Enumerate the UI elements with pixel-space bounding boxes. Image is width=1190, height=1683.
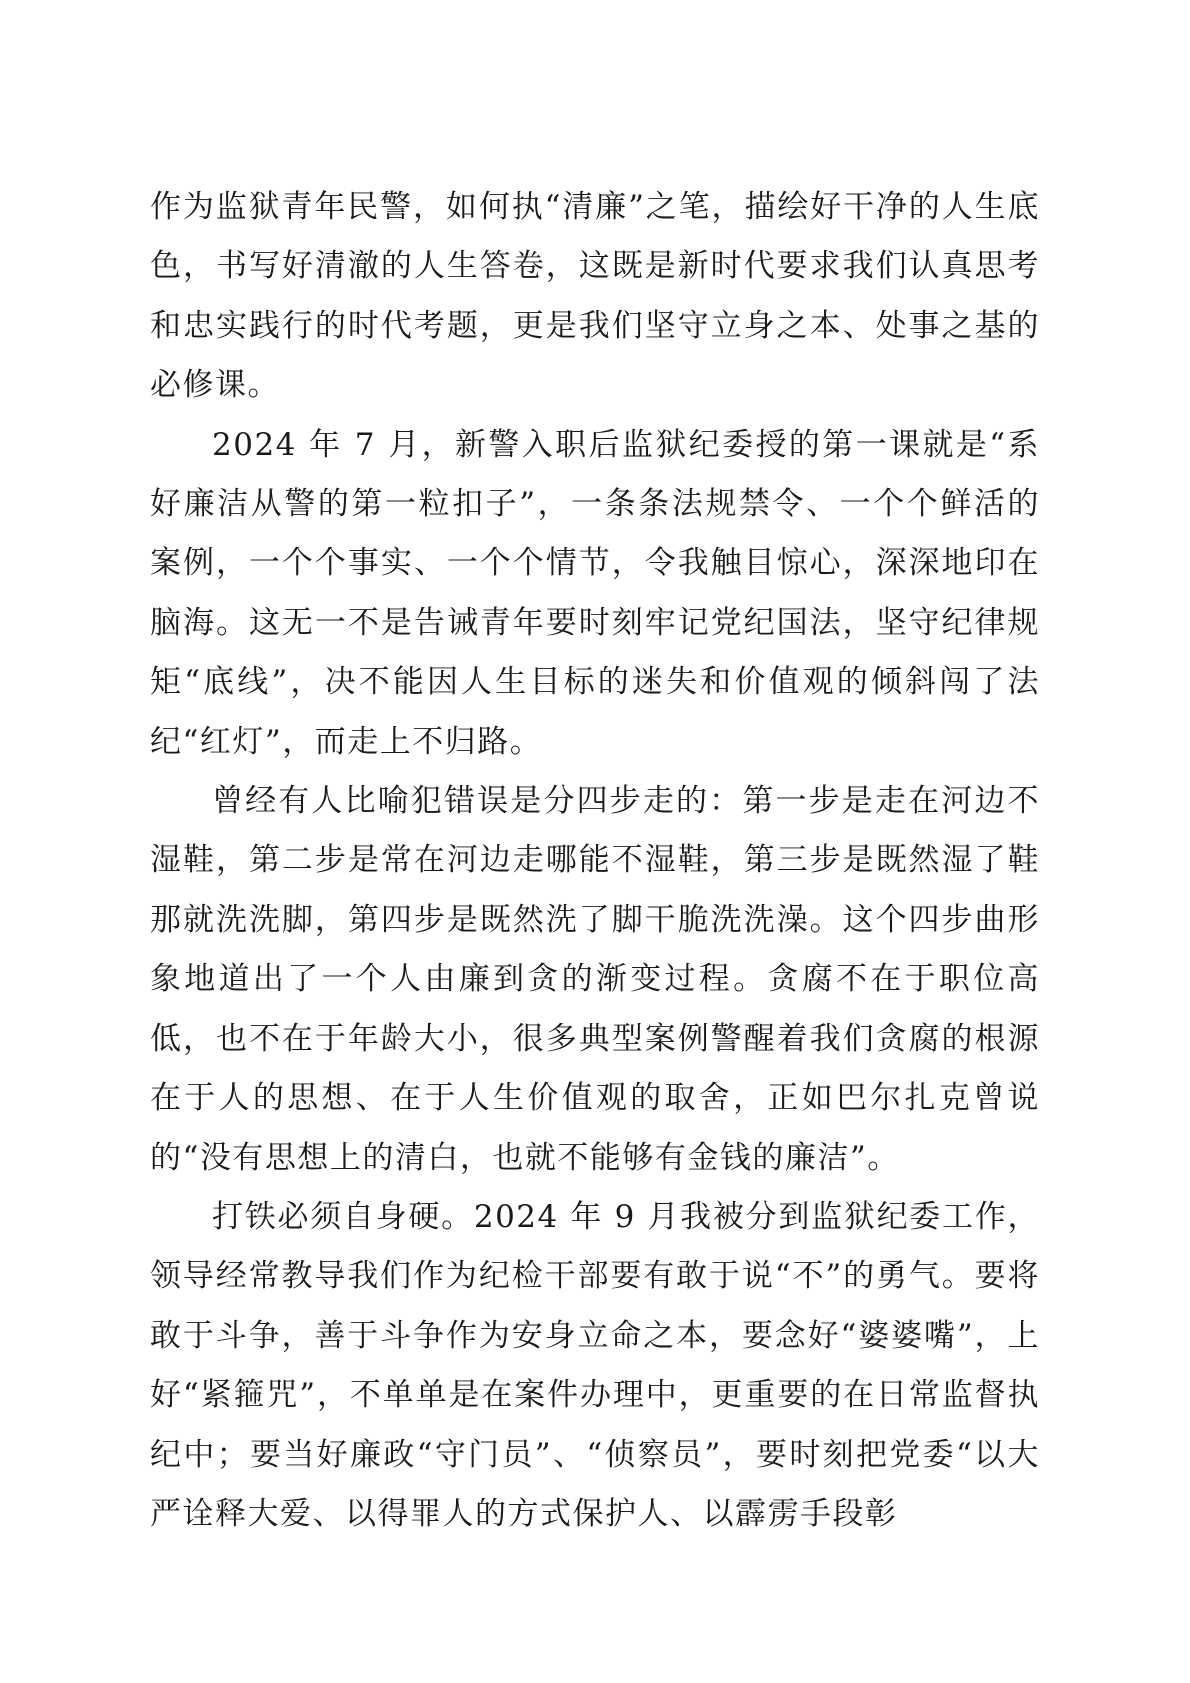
- paragraph-2: 2024 年 7 月，新警入职后监狱纪委授的第一课就是“系好廉洁从警的第一粒扣子”，一条条法规禁令、一个个鲜活的案例，一个个事实、一个个情节，令我触目惊心，深深地印在脑海。这无一不是告诫青年要时刻牢记党纪国法，坚守纪律规矩“底线”，决不能因人生目标的迷失和价值观的倾斜闯了法纪“红灯”，而走上不归路。: [150, 426, 1040, 760]
- paragraph-4: 打铁必须自身硬。2024 年 9 月我被分到监狱纪委工作，领导经常教导我们作为纪检干部要有敢于说“不”的勇气。要将敢于斗争，善于斗争作为安身立命之本，要念好“婆婆嘴”，上好“紧箍咒”，不单单是在案件办理中，更重要的在日常监督执纪中；要当好廉政“守门员”、“侦察员”，要时刻把党委“以大严诠释大爱、以得罪人的方式保护人、以霹雳手段彰: [150, 1198, 1040, 1532]
- paragraph-1: 作为监狱青年民警，如何执“清廉”之笔，描绘好干净的人生底色，书写好清澈的人生答卷，这既是新时代要求我们认真思考和忠实践行的时代考题，更是我们坚守立身之本、处事之基的必修课。: [150, 189, 1040, 404]
- document-body: [150, 178, 1040, 1544]
- paragraph-3: 曾经有人比喻犯错误是分四步走的：第一步是走在河边不湿鞋，第二步是常在河边走哪能不湿鞋，第三步是既然湿了鞋那就洗洗脚，第四步是既然洗了脚干脆洗洗澡。这个四步曲形象地道出了一个人由廉到贪的渐变过程。贪腐不在于职位高低，也不在于年龄大小，很多典型案例警醒着我们贪腐的根源在于人的思想、在于人生价值观的取舍，正如巴尔扎克曾说的“没有思想上的清白，也就不能够有金钱的廉洁”。: [150, 783, 1040, 1176]
